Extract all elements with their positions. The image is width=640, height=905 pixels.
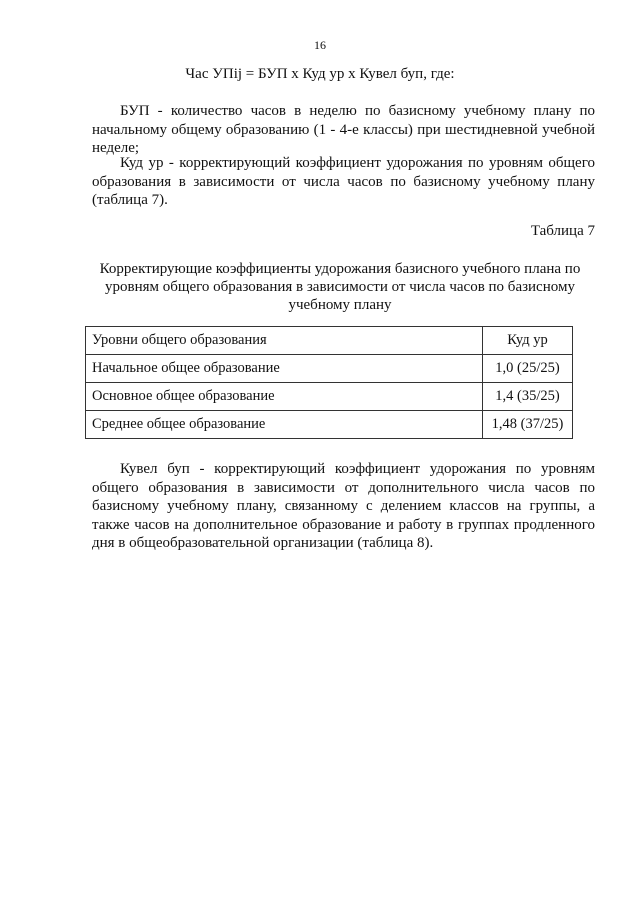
table-cell-level: Основное общее образование xyxy=(86,383,483,411)
table-header-cell: Куд ур xyxy=(483,327,573,355)
table-row xyxy=(86,355,573,383)
table-cell-value: 1,0 (25/25) xyxy=(483,355,573,383)
paragraph-bup-definition: БУП - количество часов в неделю по базисному учебному плану по начальному общему образованию (1 - 4-е классы) при шестидневной учебной неделе; xyxy=(92,103,595,156)
formula: Час УПij = БУП x Куд ур x Кувел буп, где: xyxy=(185,66,455,82)
table-row xyxy=(86,411,573,439)
table-cell-value: 1,48 (37/25) xyxy=(483,411,573,439)
table-title: Корректирующие коэффициенты удорожания базисного учебного плана по уровням общего образования в зависимости от числа часов по базисному учебному плану xyxy=(99,261,581,313)
table-cell-level: Среднее общее образование xyxy=(86,411,483,439)
table-row xyxy=(86,383,573,411)
table-cell-level: Начальное общее образование xyxy=(86,355,483,383)
paragraph-kud-definition: Куд ур - корректирующий коэффициент удорожания по уровням общего образования в зависимости от числа часов по базисному учебному плану (таблица 7). xyxy=(92,155,595,208)
coefficients-table xyxy=(85,326,573,439)
table-header-cell: Уровни общего образования xyxy=(86,327,483,355)
paragraph-kuvel-definition: Кувел буп - корректирующий коэффициент удорожания по уровням общего образования в зависимости от дополнительного числа часов по базисному учебному плану, связанному с делением классов на группы, а также часов на дополнительное образование и работу в группах продленного дня в общеобразовательной организации (таблица 8). xyxy=(92,461,595,551)
table-caption: Таблица 7 xyxy=(530,223,595,239)
table-cell-value: 1,4 (35/25) xyxy=(483,383,573,411)
table-header-row xyxy=(86,327,573,355)
page-number: 16 xyxy=(314,38,326,52)
